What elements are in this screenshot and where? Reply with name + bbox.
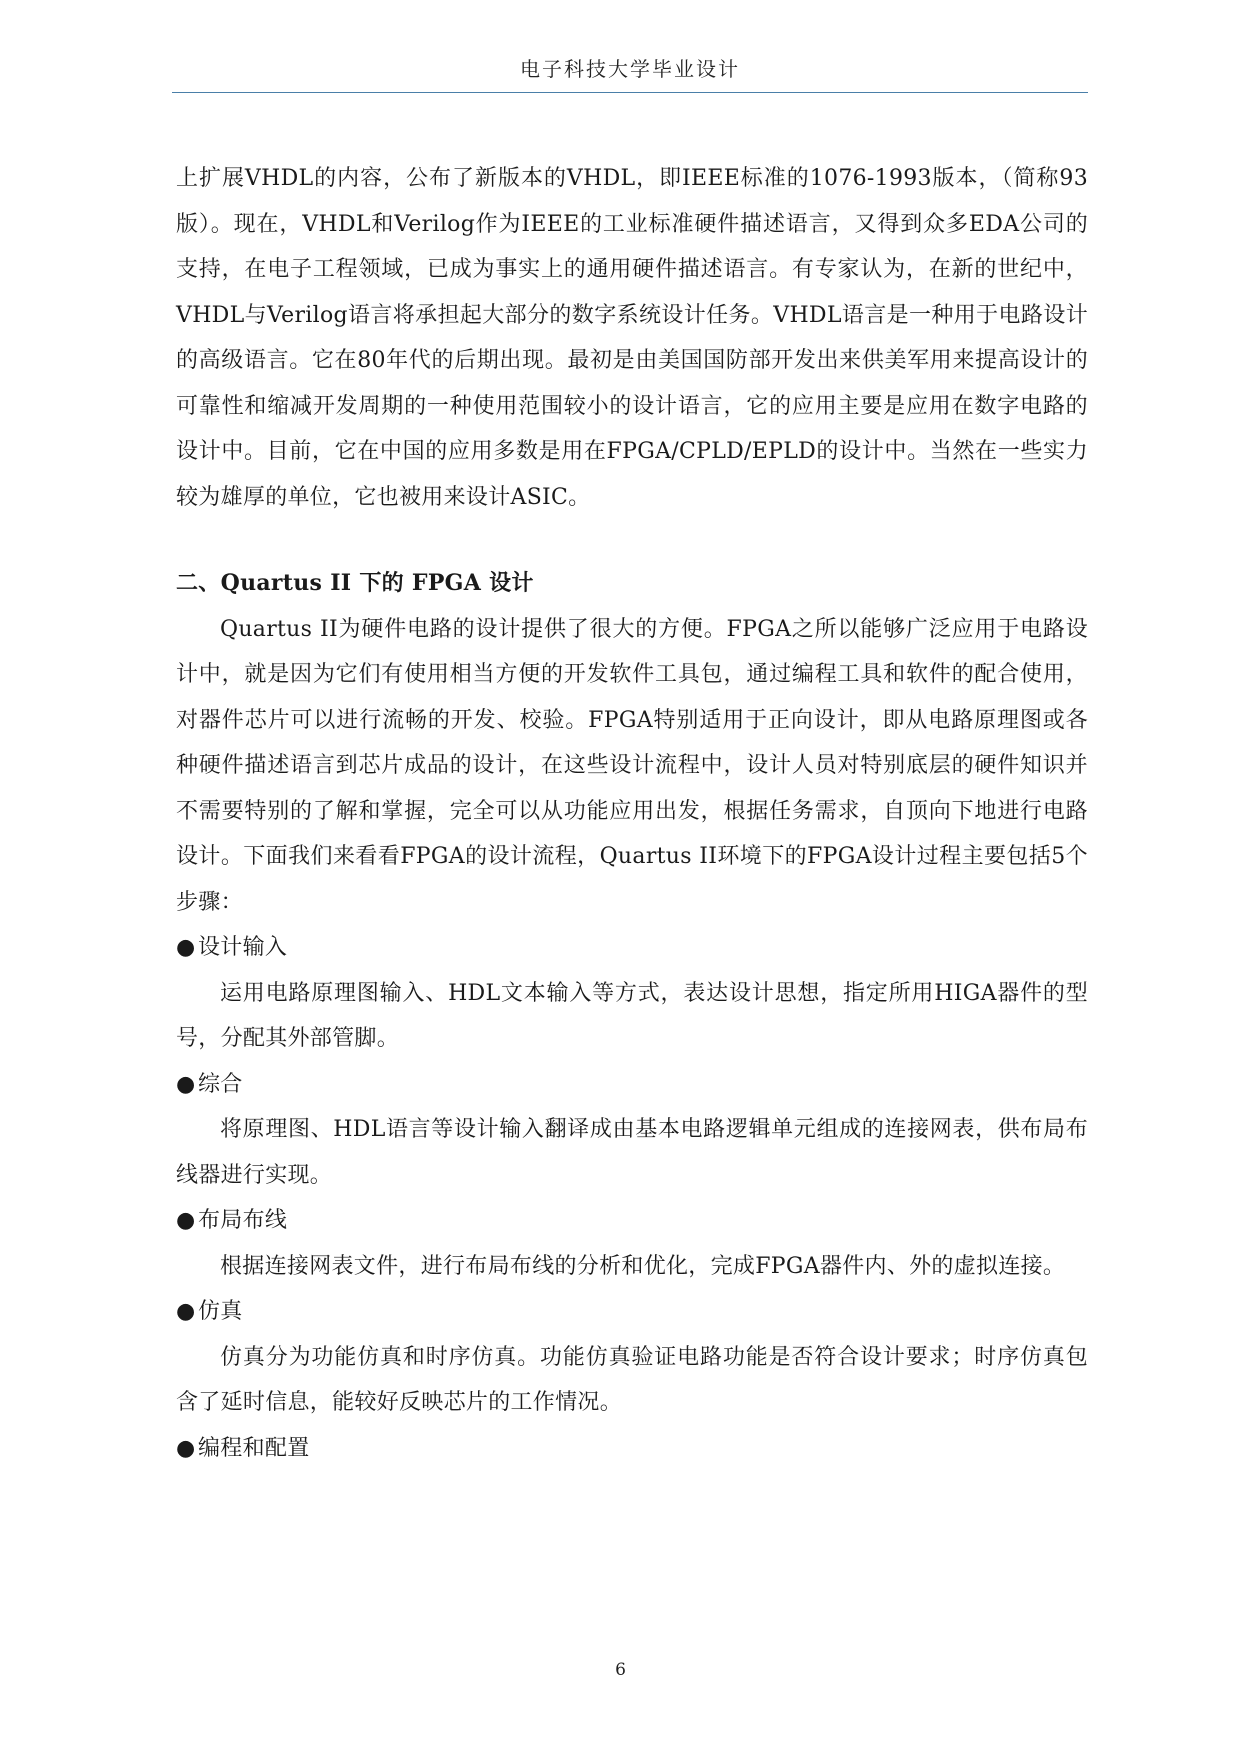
page-number: 6 [615, 1660, 626, 1680]
step-title: 综合 [198, 1071, 243, 1097]
section-heading: 二、Quartus II 下的 FPGA 设计 [176, 570, 534, 596]
step-item-design-input [176, 925, 1088, 971]
intro-paragraph: 上扩展VHDL的内容，公布了新版本的VHDL，即IEEE标准的1076-1993版本，（简称93版）。现在，VHDL和Verilog作为IEEE的工业标准硬件描述语言，又得到众多EDA公司的支持，在电子工程领域，已成为事实上的通用硬件描述语言。有专家认为，在新的世纪中，VHDL与Verilog语言将承担起大部分的数字系统设计任务。VHDL语言是一种用于电路设计的高级语言。它在80年代的后期出现。最初是由美国国防部开发出来供美军用来提高设计的可靠性和缩减开发周期的一种使用范围较小的设计语言，它的应用主要是应用在数字电路的设计中。目前，它在中国的应用多数是用在FPGA/CPLD/EPLD的设计中。当然在一些实力较为雄厚的单位，它也被用来设计ASIC。 [176, 166, 1088, 510]
document-body [176, 156, 1088, 1471]
header-title: 电子科技大学毕业设计 [520, 57, 740, 81]
page-header [172, 54, 1088, 93]
step-item-place-route [176, 1198, 1088, 1244]
step-title: 设计输入 [198, 935, 288, 960]
step-body: 仿真分为功能仿真和时序仿真。功能仿真验证电路功能是否符合设计要求；时序仿真包含了延时信息，能较好反映芯片的工作情况。 [176, 1344, 1088, 1415]
bullet-icon: ● [176, 1071, 196, 1097]
bullet-icon: ● [176, 935, 196, 960]
bullet-icon: ● [176, 1299, 196, 1324]
step-item-simulation [176, 1289, 1088, 1335]
bullet-icon: ● [176, 1435, 196, 1461]
step-title: 编程和配置 [198, 1435, 310, 1461]
step-body: 将原理图、HDL语言等设计输入翻译成由基本电路逻辑单元组成的连接网表，供布局布线器进行实现。 [176, 1117, 1088, 1188]
step-title: 布局布线 [198, 1208, 288, 1233]
bullet-icon: ● [176, 1208, 196, 1233]
step-body: 运用电路原理图输入、HDL文本输入等方式，表达设计思想，指定所用HIGA器件的型号，分配其外部管脚。 [176, 980, 1088, 1051]
step-item-programming [176, 1426, 1088, 1472]
step-body: 根据连接网表文件，进行布局布线的分析和优化，完成FPGA器件内、外的虚拟连接。 [220, 1253, 1066, 1279]
section-paragraph: Quartus II为硬件电路的设计提供了很大的方便。FPGA之所以能够广泛应用于电路设计中，就是因为它们有使用相当方便的开发软件工具包，通过编程工具和软件的配合使用，对器件芯片可以进行流畅的开发、校验。FPGA特别适用于正向设计，即从电路原理图或各种硬件描述语言到芯片成品的设计，在这些设计流程中，设计人员对特别底层的硬件知识并不需要特别的了解和掌握，完全可以从功能应用出发，根据任务需求，自顶向下地进行电路设计。下面我们来看看FPGA的设计流程，Quartus II环境下的FPGA设计过程主要包括5个步骤： [176, 616, 1088, 915]
step-item-synthesis [176, 1062, 1088, 1108]
step-title: 仿真 [198, 1299, 243, 1324]
